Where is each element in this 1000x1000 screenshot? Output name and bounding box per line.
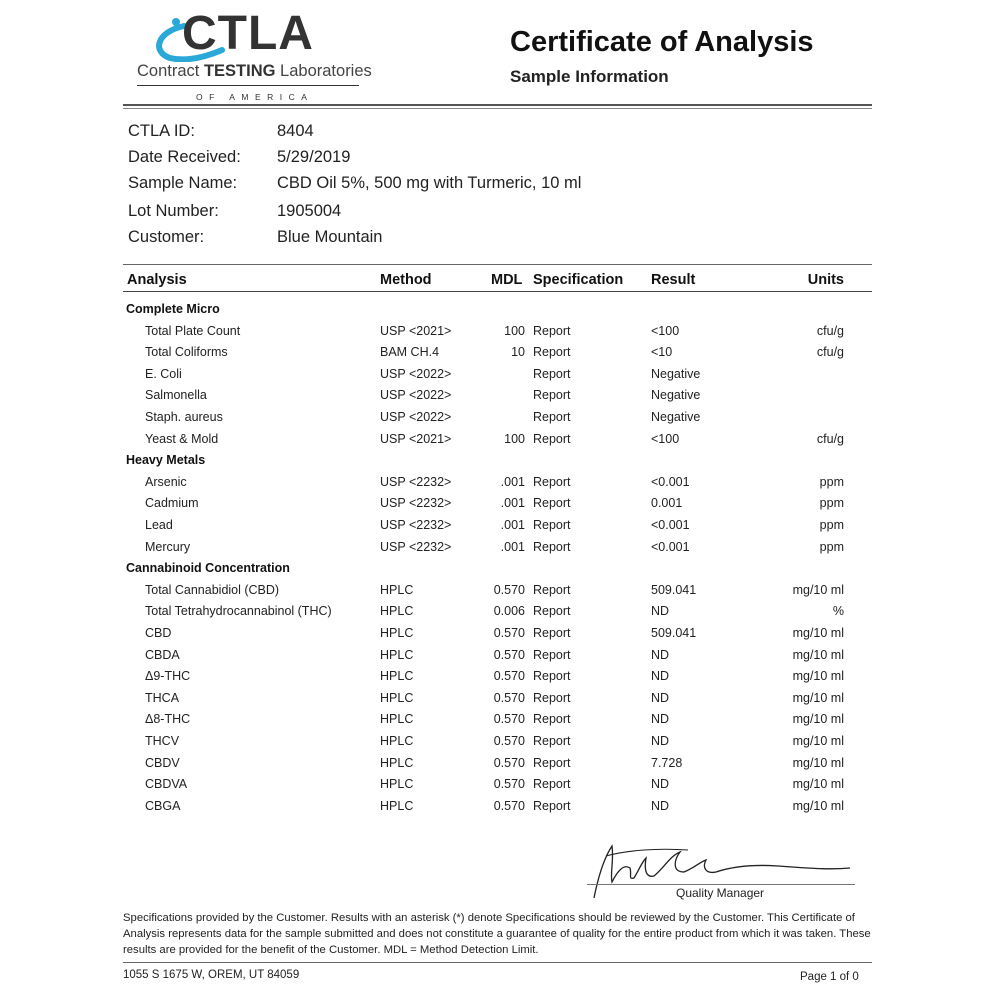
cell-mdl: .001 [500, 496, 525, 510]
cell-result: ND [651, 712, 670, 726]
info-label: Sample Name: [128, 174, 238, 192]
cell-mdl: 100 [504, 324, 525, 338]
cell-analysis: E. Coli [145, 367, 182, 381]
cell-analysis: THCA [145, 691, 180, 705]
cell-units: % [832, 604, 844, 618]
cell-units: cfu/g [816, 432, 844, 446]
cell-specification: Report [533, 626, 571, 640]
cell-result: ND [651, 648, 670, 662]
cell-method: HPLC [380, 604, 414, 618]
cell-result: <100 [651, 432, 680, 446]
cell-analysis: CBDA [145, 648, 180, 662]
cell-method: HPLC [380, 691, 414, 705]
cell-result: Negative [651, 410, 701, 424]
cell-units: mg/10 ml [792, 756, 844, 770]
cell-units: mg/10 ml [792, 626, 844, 640]
signature-role: Quality Manager [676, 886, 765, 900]
info-label: Lot Number: [128, 202, 219, 220]
info-label: Date Received: [128, 148, 241, 166]
cell-analysis: Staph. aureus [145, 410, 223, 424]
footer-divider [123, 962, 872, 963]
cell-mdl: 0.570 [493, 756, 525, 770]
cell-mdl: .001 [500, 540, 525, 554]
cell-units: mg/10 ml [792, 669, 844, 683]
cell-mdl: 0.570 [493, 669, 525, 683]
section-heading: Heavy Metals [126, 453, 206, 467]
cell-result: ND [651, 777, 670, 791]
cell-result: 509.041 [651, 626, 697, 640]
signature-line [587, 884, 855, 885]
cell-specification: Report [533, 777, 571, 791]
cell-method: USP <2232> [380, 475, 452, 489]
cell-analysis: Total Tetrahydrocannabinol (THC) [145, 604, 332, 618]
cell-analysis: Cadmium [145, 496, 199, 510]
cell-method: USP <2232> [380, 496, 452, 510]
cell-result: <0.001 [651, 475, 690, 489]
cell-specification: Report [533, 712, 571, 726]
cell-method: HPLC [380, 777, 414, 791]
cell-result: <0.001 [651, 540, 690, 554]
cell-analysis: Yeast & Mold [145, 432, 219, 446]
cell-analysis: Δ8-THC [145, 712, 191, 726]
cell-mdl: .001 [500, 518, 525, 532]
cell-analysis: Salmonella [145, 388, 207, 402]
cell-analysis: Δ9-THC [145, 669, 191, 683]
column-header-method: Method [380, 272, 432, 288]
cell-mdl: 0.570 [493, 583, 525, 597]
cell-specification: Report [533, 432, 571, 446]
cell-mdl: 0.570 [493, 734, 525, 748]
cell-method: USP <2022> [380, 388, 452, 402]
cell-units: ppm [819, 540, 844, 554]
cell-mdl: 10 [511, 345, 525, 359]
section-heading: Cannabinoid Concentration [126, 561, 290, 575]
cell-mdl: 0.570 [493, 712, 525, 726]
column-header-analysis: Analysis [127, 272, 187, 288]
cell-method: USP <2022> [380, 410, 452, 424]
cell-method: USP <2021> [380, 432, 452, 446]
cell-units: ppm [819, 496, 844, 510]
cell-analysis: Total Plate Count [145, 324, 241, 338]
cell-result: ND [651, 734, 670, 748]
lab-address: 1055 S 1675 W, OREM, UT 84059 [123, 969, 300, 981]
cell-specification: Report [533, 475, 571, 489]
cell-mdl: 0.570 [493, 626, 525, 640]
cell-result: Negative [651, 388, 701, 402]
cell-analysis: CBD [145, 626, 172, 640]
cell-units: mg/10 ml [792, 691, 844, 705]
cell-specification: Report [533, 669, 571, 683]
cell-method: BAM CH.4 [380, 345, 440, 359]
cell-mdl: .001 [500, 475, 525, 489]
cell-units: mg/10 ml [792, 777, 844, 791]
cell-specification: Report [533, 496, 571, 510]
cell-analysis: Mercury [145, 540, 191, 554]
cell-result: ND [651, 669, 670, 683]
cell-result: 509.041 [651, 583, 697, 597]
info-label: CTLA ID: [128, 122, 195, 140]
cell-units: mg/10 ml [792, 648, 844, 662]
cell-units: ppm [819, 518, 844, 532]
logo-of-america: OF AMERICA [196, 92, 314, 102]
column-header-specification: Specification [533, 272, 624, 288]
cell-analysis: CBDVA [145, 777, 188, 791]
cell-method: HPLC [380, 799, 414, 813]
info-value: 8404 [277, 122, 314, 140]
info-value: CBD Oil 5%, 500 mg with Turmeric, 10 ml [277, 174, 582, 192]
cell-specification: Report [533, 604, 571, 618]
cell-mdl: 0.570 [493, 777, 525, 791]
cell-mdl: 0.570 [493, 648, 525, 662]
info-value: Blue Mountain [277, 228, 383, 246]
cell-method: HPLC [380, 669, 414, 683]
cell-method: HPLC [380, 626, 414, 640]
cell-specification: Report [533, 799, 571, 813]
cell-method: HPLC [380, 712, 414, 726]
cell-units: cfu/g [816, 324, 844, 338]
page-number: Page 1 of 0 [800, 971, 859, 983]
cell-units: ppm [819, 475, 844, 489]
cell-result: ND [651, 691, 670, 705]
section-heading: Complete Micro [126, 302, 220, 316]
cell-units: mg/10 ml [792, 799, 844, 813]
cell-analysis: CBGA [145, 799, 181, 813]
logo-subtitle: Contract TESTING Laboratories [137, 62, 372, 80]
cell-specification: Report [533, 388, 571, 402]
cell-method: USP <2022> [380, 367, 452, 381]
disclaimer-text: Specifications provided by the Customer. Results with an asterisk (*) denote Specifications should be reviewed by the Customer. This Certificate of Analysis represents data for the sample submitted and does not constitute a guarantee of quality for the entire product from which it was taken. These results are provided for the benefit of the Customer. MDL = Method Detection Limit. [123, 912, 871, 956]
column-header-units: Units [807, 272, 844, 288]
cell-analysis: Arsenic [145, 475, 187, 489]
cell-analysis: THCV [145, 734, 180, 748]
cell-result: <0.001 [651, 518, 690, 532]
cell-method: USP <2021> [380, 324, 452, 338]
cell-method: USP <2232> [380, 540, 452, 554]
cell-mdl: 0.570 [493, 691, 525, 705]
cell-result: ND [651, 604, 670, 618]
column-header-result: Result [651, 272, 696, 288]
cell-units: cfu/g [816, 345, 844, 359]
cell-result: <10 [651, 345, 673, 359]
cell-analysis: Total Cannabidiol (CBD) [145, 583, 280, 597]
page-subtitle: Sample Information [510, 67, 669, 86]
cell-analysis: Total Coliforms [145, 345, 228, 359]
cell-specification: Report [533, 734, 571, 748]
cell-mdl: 0.006 [493, 604, 525, 618]
cell-method: HPLC [380, 648, 414, 662]
cell-units: mg/10 ml [792, 734, 844, 748]
cell-result: Negative [651, 367, 701, 381]
cell-specification: Report [533, 345, 571, 359]
cell-units: mg/10 ml [792, 583, 844, 597]
cell-mdl: 100 [504, 432, 525, 446]
info-value: 1905004 [277, 202, 342, 220]
page-title: Certificate of Analysis [510, 26, 814, 58]
cell-units: mg/10 ml [792, 712, 844, 726]
cell-specification: Report [533, 410, 571, 424]
logo-wordmark: CTLA [182, 7, 314, 60]
cell-method: USP <2232> [380, 518, 452, 532]
cell-method: HPLC [380, 756, 414, 770]
column-header-mdl: MDL [491, 272, 523, 288]
info-value: 5/29/2019 [277, 148, 351, 166]
cell-method: HPLC [380, 583, 414, 597]
cell-result: ND [651, 799, 670, 813]
cell-result: 0.001 [651, 496, 683, 510]
cell-analysis: CBDV [145, 756, 180, 770]
cell-method: HPLC [380, 734, 414, 748]
cell-specification: Report [533, 518, 571, 532]
cell-specification: Report [533, 367, 571, 381]
cell-specification: Report [533, 583, 571, 597]
cell-mdl: 0.570 [493, 799, 525, 813]
cell-specification: Report [533, 648, 571, 662]
info-label: Customer: [128, 228, 205, 246]
cell-specification: Report [533, 324, 571, 338]
cell-specification: Report [533, 756, 571, 770]
cell-specification: Report [533, 691, 571, 705]
cell-result: 7.728 [651, 756, 683, 770]
cell-specification: Report [533, 540, 571, 554]
cell-analysis: Lead [145, 518, 173, 532]
cell-result: <100 [651, 324, 680, 338]
